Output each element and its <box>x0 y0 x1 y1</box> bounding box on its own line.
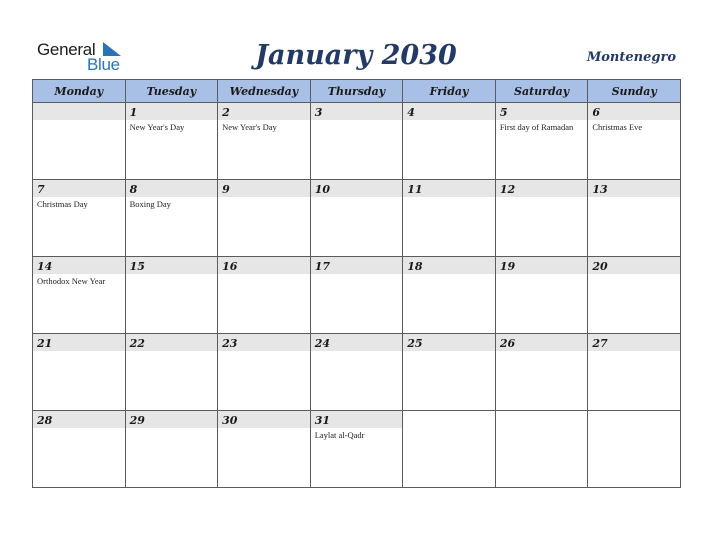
day-cell <box>218 180 311 257</box>
country-label: Montenegro <box>586 50 676 65</box>
day-cell <box>588 411 681 488</box>
day-cell <box>495 334 588 411</box>
day-number: 20 <box>588 257 680 274</box>
calendar-grid <box>32 79 681 488</box>
day-number: 30 <box>218 411 310 428</box>
holiday-label: Boxing Day <box>129 199 171 209</box>
day-number: 13 <box>588 180 680 197</box>
day-cell <box>125 334 218 411</box>
day-number: 22 <box>126 334 218 351</box>
day-number <box>33 103 125 120</box>
holiday-label <box>311 197 403 199</box>
day-number: 19 <box>496 257 588 274</box>
day-number: 26 <box>496 334 588 351</box>
day-number: 5 <box>496 103 588 120</box>
holiday-label <box>218 274 310 276</box>
day-cell <box>403 103 496 180</box>
day-cell <box>403 411 496 488</box>
holiday-label <box>403 197 495 199</box>
day-number: 4 <box>403 103 495 120</box>
day-number: 23 <box>218 334 310 351</box>
weekday-header: Saturday <box>495 80 588 103</box>
holiday-label: New Year's Day <box>129 122 185 132</box>
day-cell <box>310 103 403 180</box>
day-number: 2 <box>218 103 310 120</box>
day-cell <box>495 257 588 334</box>
holiday-label <box>496 197 588 199</box>
day-cell <box>33 257 126 334</box>
day-number: 31 <box>311 411 403 428</box>
day-cell <box>588 334 681 411</box>
day-number: 6 <box>588 103 680 120</box>
holiday-label <box>311 274 403 276</box>
day-number: 21 <box>33 334 125 351</box>
day-number: 18 <box>403 257 495 274</box>
holiday-label <box>33 428 125 430</box>
holiday-label <box>311 351 403 353</box>
holiday-label: Orthodox New Year <box>37 276 106 286</box>
holiday-label: First day of Ramadan <box>499 122 574 132</box>
weekday-header-row <box>33 80 681 103</box>
day-cell <box>33 103 126 180</box>
weekday-header: Monday <box>33 80 126 103</box>
day-number: 17 <box>311 257 403 274</box>
logo-text-general: General <box>37 40 96 59</box>
holiday-label <box>126 428 218 430</box>
day-cell <box>403 180 496 257</box>
holiday-label <box>588 274 680 276</box>
day-number: 11 <box>403 180 495 197</box>
holiday-label <box>126 351 218 353</box>
day-number: 10 <box>311 180 403 197</box>
week-row <box>33 103 681 180</box>
week-row <box>33 411 681 488</box>
day-cell <box>310 257 403 334</box>
logo-text-blue: Blue <box>87 55 120 74</box>
holiday-label <box>403 351 495 353</box>
day-cell <box>403 257 496 334</box>
day-cell <box>125 180 218 257</box>
holiday-label: Laylat al-Qadr <box>314 430 365 440</box>
day-cell <box>495 411 588 488</box>
week-row <box>33 334 681 411</box>
day-number: 28 <box>33 411 125 428</box>
day-cell <box>218 103 311 180</box>
week-row <box>33 257 681 334</box>
day-cell <box>403 334 496 411</box>
day-cell <box>33 334 126 411</box>
weekday-header: Wednesday <box>218 80 311 103</box>
day-cell <box>588 180 681 257</box>
weekday-header: Sunday <box>588 80 681 103</box>
holiday-label <box>496 274 588 276</box>
weekday-header: Tuesday <box>125 80 218 103</box>
day-number: 14 <box>33 257 125 274</box>
holiday-label <box>218 428 310 430</box>
page-title: January 2030 <box>255 40 457 71</box>
day-cell <box>310 180 403 257</box>
day-cell <box>218 257 311 334</box>
day-number: 29 <box>126 411 218 428</box>
holiday-label: Christmas Day <box>37 199 88 209</box>
holiday-label <box>33 120 125 122</box>
day-cell <box>218 411 311 488</box>
week-row <box>33 180 681 257</box>
day-cell <box>495 180 588 257</box>
holiday-label: Christmas Eve <box>592 122 643 132</box>
day-cell <box>125 103 218 180</box>
weekday-header: Friday <box>403 80 496 103</box>
day-number: 15 <box>126 257 218 274</box>
holiday-label <box>403 274 495 276</box>
day-number: 16 <box>218 257 310 274</box>
day-number: 25 <box>403 334 495 351</box>
day-number: 12 <box>496 180 588 197</box>
day-cell <box>588 103 681 180</box>
holiday-label <box>588 351 680 353</box>
day-number: 3 <box>311 103 403 120</box>
holiday-label <box>218 351 310 353</box>
day-cell <box>125 411 218 488</box>
day-number: 8 <box>126 180 218 197</box>
day-cell <box>218 334 311 411</box>
holiday-label <box>33 351 125 353</box>
day-number: 1 <box>126 103 218 120</box>
holiday-label <box>218 197 310 199</box>
holiday-label <box>126 274 218 276</box>
day-number: 7 <box>33 180 125 197</box>
day-cell <box>495 103 588 180</box>
holiday-label <box>311 120 403 122</box>
day-cell <box>33 411 126 488</box>
day-cell <box>33 180 126 257</box>
holiday-label <box>496 351 588 353</box>
day-cell <box>310 334 403 411</box>
day-cell <box>588 257 681 334</box>
day-number: 27 <box>588 334 680 351</box>
holiday-label: New Year's Day <box>222 122 277 132</box>
holiday-label <box>403 120 495 122</box>
day-number: 24 <box>311 334 403 351</box>
day-number: 9 <box>218 180 310 197</box>
holiday-label <box>588 197 680 199</box>
day-cell <box>310 411 403 488</box>
weekday-header: Thursday <box>310 80 403 103</box>
day-cell <box>125 257 218 334</box>
